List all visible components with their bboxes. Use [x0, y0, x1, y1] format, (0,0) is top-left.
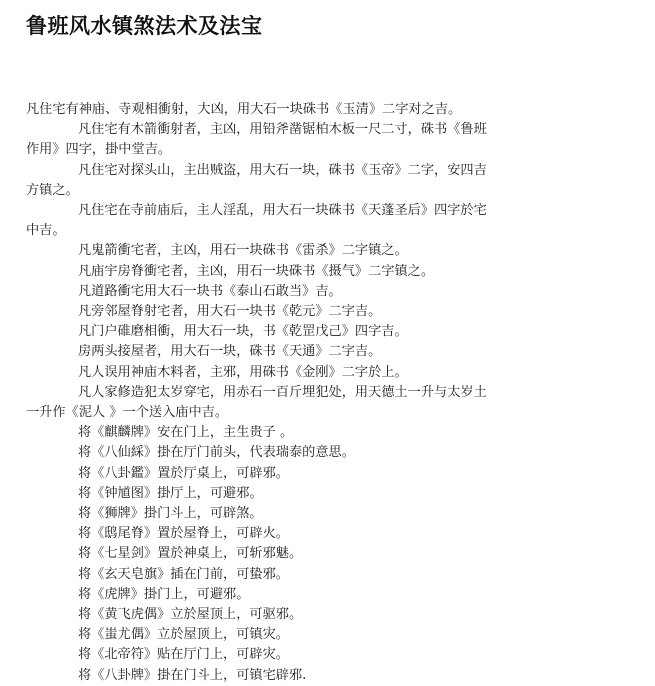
paragraph-line: 将《七星剑》置於神桌上，可斩邪魅。	[78, 546, 303, 562]
paragraph-line: 凡住宅有木箭衝射者，主凶，用铅斧凿锯柏木板一尺二寸，硃书《鲁班	[78, 122, 487, 138]
paragraph-line: 凡住宅对探头山，主出贼盗，用大石一块，硃书《玉帝》二字，安四吉	[78, 162, 487, 178]
paragraph-line: 凡鬼箭衝宅者，主凶，用石一块硃书《雷杀》二字镇之。	[78, 243, 408, 259]
page-title: 鲁班风水镇煞法术及法宝	[26, 14, 263, 38]
paragraph-line: 将《八卦鑑》置於厅桌上，可辟邪。	[78, 465, 289, 481]
paragraph-line: 凡住宅有神庙、寺观相衝射，大凶，用大石一块硃书《玉清》二字对之吉。	[26, 102, 462, 117]
paragraph-line: 凡旁邻屋脊射宅者，用大石一块书《乾元》二字吉。	[78, 304, 382, 320]
paragraph-line: 将《八卦牌》掛在门斗上，可镇宅辟邪.	[78, 667, 307, 683]
paragraph-continuation-line: 一升作《泥人 》一个送入庙中吉。	[26, 405, 229, 421]
paragraph-line: 将《狮牌》掛门斗上，可辟煞。	[78, 506, 263, 522]
paragraph-line: 房两头接屋者，用大石一块，硃书《天通》二字吉。	[78, 344, 382, 360]
paragraph-line: 凡道路衝宅用大石一块书《泰山石敢当》吉。	[78, 283, 342, 299]
paragraph-line: 将《八仙綵》掛在厅门前头，代表瑞泰的意思。	[78, 445, 355, 461]
paragraph-line: 将《北帝符》贴在厅门上，可辟灾。	[78, 647, 289, 663]
paragraph-line: 将《蚩尤偶》立於屋顶上，可镇灾。	[78, 627, 289, 643]
paragraph-line: 凡住宅在寺前庙后，主人淫乱，用大石一块硃书《天蓬圣后》四字於宅	[78, 203, 487, 219]
document-body	[26, 100, 636, 686]
paragraph-line: 将《钟馗图》掛厅上，可避邪。	[78, 485, 263, 501]
paragraph-line: 将《鸱尾脊》置於屋脊上，可辟火。	[78, 526, 289, 542]
paragraph-line: 将《麒麟牌》安在门上，主生贵子 。	[78, 425, 294, 441]
paragraph-line: 将《玄天皂旗》插在门前，可蛰邪。	[78, 566, 289, 582]
paragraph-line: 凡庙宇房脊衝宅者，主凶，用石一块硃书《摄气》二字镇之。	[78, 263, 435, 279]
paragraph-continuation-line: 作用》四字，掛中堂吉。	[26, 142, 172, 158]
paragraph-continuation-line: 中吉。	[26, 223, 66, 239]
paragraph-line: 将《虎牌》掛门上，可避邪。	[78, 586, 250, 602]
paragraph-continuation-line: 方镇之。	[26, 182, 79, 198]
paragraph-line: 将《黄飞虎偶》立於屋顶上，可驱邪。	[78, 607, 303, 623]
paragraph-line: 凡人家修造犯太岁穿宅，用赤石一百斤埋犯处，用天德土一升与太岁土	[78, 384, 487, 400]
paragraph-line: 凡人误用神庙木料者，主邪，用硃书《金刚》二字於上。	[78, 364, 408, 380]
paragraph-line: 凡门户碓磨相衝，用大石一块，书《乾罡戊己》四字吉。	[78, 324, 408, 340]
